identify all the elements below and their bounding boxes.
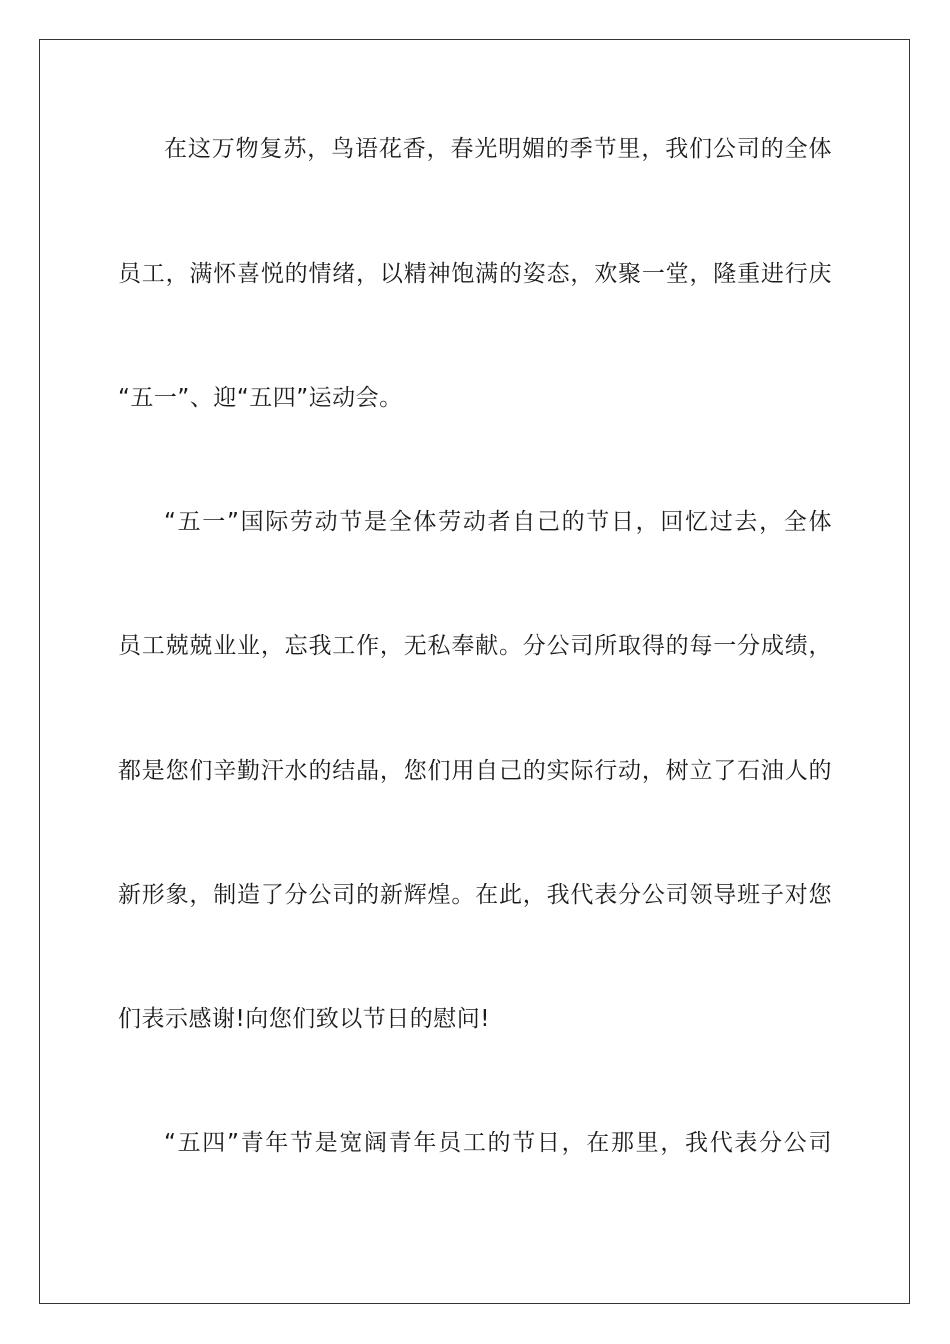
paragraph-2-line-5: 们表示感谢!向您们致以节日的慰问! [118, 1006, 490, 1032]
paragraph-1-line-3: “五一”、迎“五四”运动会。 [118, 385, 403, 411]
paragraph-2-line-2: 员工兢兢业业，忘我工作，无私奉献。分公司所取得的每一分成绩， [118, 633, 832, 659]
paragraph-3-line-1: “五四”青年节是宽阔青年员工的节日，在那里，我代表分公司 [164, 1130, 832, 1156]
paragraph-2-line-1: “五一”国际劳动节是全体劳动者自己的节日，回忆过去，全体 [164, 509, 832, 535]
paragraph-1-line-1: 在这万物复苏，鸟语花香，春光明媚的季节里，我们公司的全体 [164, 136, 832, 162]
page-border [39, 39, 910, 1304]
paragraph-2-line-3: 都是您们辛勤汗水的结晶，您们用自己的实际行动，树立了石油人的 [118, 758, 832, 784]
paragraph-2-line-4: 新形象，制造了分公司的新辉煌。在此，我代表分公司领导班子对您 [118, 882, 832, 908]
paragraph-1-line-2: 员工，满怀喜悦的情绪，以精神饱满的姿态，欢聚一堂，隆重进行庆 [118, 261, 832, 287]
